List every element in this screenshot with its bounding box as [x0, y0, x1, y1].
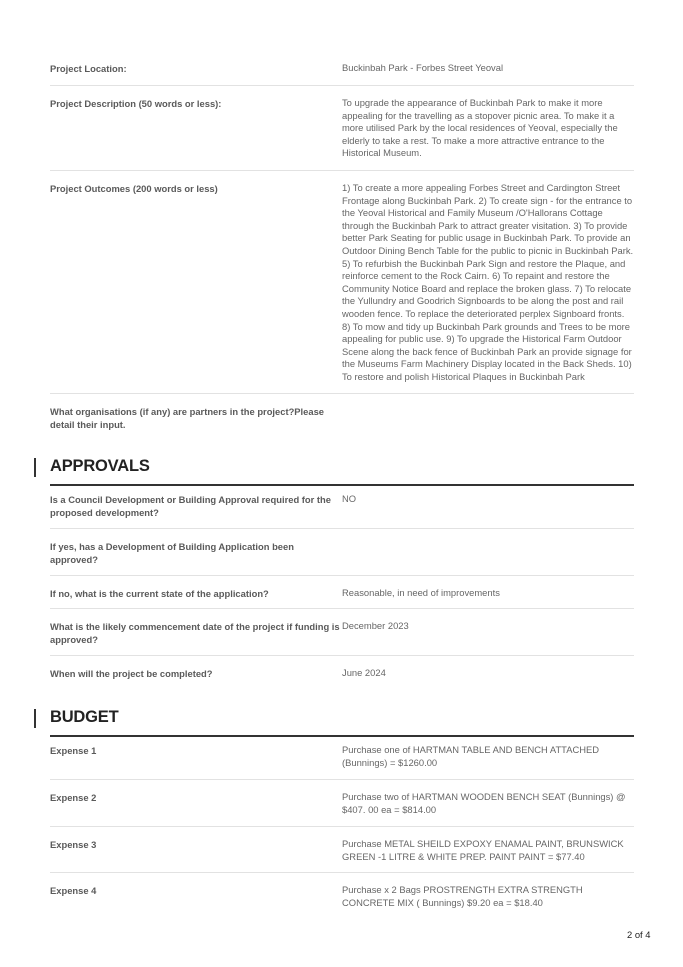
- expense-label: Expense 3: [50, 839, 97, 850]
- section-title: APPROVALS: [50, 457, 150, 475]
- project-location-row: [50, 62, 634, 86]
- field-label: What is the likely commencement date of the project if funding is approved?: [50, 621, 340, 645]
- section-marker: [34, 709, 36, 728]
- field-value: [342, 540, 634, 575]
- field-value: 1) To create a more appealing Forbes Street and Cardington Street Frontage along Buckinbah Park. 2) To create sign - for the entrance to the Yeoval Historical and Family Museum /O'Hallorans Cottage through the Buckinbah Park to attract greater visitation. 3) To provide better Park Seating for public usage in Buckinbah Park. To provide an Outdoor Dining Bench Table for the public to picnic in Buckinbah Park. 5) To refurbish the Buckinbah Park Sign and restore the Plaque, and reinforce cement to the Rock Cairn. 6) To repaint and restore the Community Notice Board and replace the broken glass. 7) To relocate the Yullundry and Goodrich Signboards to be along the post and rail wooden fence. To replace the deteriorated perplex Signboard fronts. 8) To mow and tidy up Buckinbah Park grounds and Trees to be more appealing for public use. 9) To upgrade the Historical Farm Outdoor Scene along the back fence of Buckinbah Park an provide signage for the Museums Farm Machinery Display located in the Back Sheds. 10) To restore and polish Historical Plaques in Buckinbah Park: [342, 182, 634, 382]
- field-label: Project Outcomes (200 words or less): [50, 183, 218, 194]
- field-label: If no, what is the current state of the application?: [50, 588, 269, 599]
- field-value: NO: [342, 493, 357, 504]
- field-label: When will the project be completed?: [50, 668, 213, 679]
- expense-row: [50, 827, 634, 873]
- expense-label: Expense 4: [50, 885, 97, 896]
- project-description-row: [50, 86, 634, 171]
- expense-row: [50, 744, 634, 780]
- field-value: June 2024: [342, 667, 386, 678]
- section-marker: [34, 458, 36, 477]
- field-value: [342, 405, 634, 444]
- expense-row: [50, 873, 634, 913]
- field-label: Is a Council Development or Building Approval required for the proposed development?: [50, 494, 331, 518]
- field-label: What organisations (if any) are partners in the project?Please detail their input.: [50, 406, 325, 430]
- expense-label: Expense 2: [50, 792, 97, 803]
- section-divider: [50, 735, 634, 737]
- expense-value: Purchase two of HARTMAN WOODEN BENCH SEAT (Bunnings) @ $407. 00 ea = $814.00: [342, 791, 626, 815]
- section-divider: [50, 484, 634, 486]
- field-value: Reasonable, in need of improvements: [342, 587, 500, 598]
- completion-date-row: [50, 656, 634, 686]
- expense-value: Purchase METAL SHEILD EXPOXY ENAMAL PAINT, BRUNSWICK GREEN -1 LITRE & WHITE PREP. PAINT PAINT = $77.40: [342, 838, 624, 862]
- budget-section-header: [34, 707, 634, 737]
- approvals-section-header: [34, 456, 634, 486]
- commencement-date-row: [50, 609, 634, 656]
- field-label: Project Description (50 words or less):: [50, 98, 222, 109]
- expense-value: Purchase one of HARTMAN TABLE AND BENCH ATTACHED (Bunnings) = $1260.00: [342, 744, 600, 768]
- partner-organisations-row: [50, 394, 634, 444]
- field-value: December 2023: [342, 620, 409, 631]
- project-outcomes-row: [50, 171, 634, 394]
- budget-rows: [50, 744, 634, 913]
- approval-required-row: [50, 493, 634, 529]
- application-state-row: [50, 576, 634, 609]
- section-title: BUDGET: [50, 708, 119, 726]
- project-details: [50, 62, 634, 444]
- application-approved-row: [50, 529, 634, 576]
- expense-label: Expense 1: [50, 745, 97, 756]
- field-value: To upgrade the appearance of Buckinbah Park to make it more appealing for the travelling as a stopover picnic area. To make it a more utilised Park by the local residences of Yeoval, especially the elderly to take a rest. To make a more attractive entrance to the Historical Museum.: [342, 97, 618, 159]
- field-label: Project Location:: [50, 63, 127, 74]
- expense-value: Purchase x 2 Bags PROSTRENGTH EXTRA STRENGTH CONCRETE MIX ( Bunnings) $9.20 ea = $18.40: [342, 884, 583, 908]
- expense-row: [50, 780, 634, 827]
- field-value: Buckinbah Park - Forbes Street Yeoval: [342, 62, 504, 73]
- page-number: 2 of 4: [627, 929, 651, 940]
- approvals-rows: [50, 493, 634, 686]
- field-label: If yes, has a Development of Building Application been approved?: [50, 541, 294, 565]
